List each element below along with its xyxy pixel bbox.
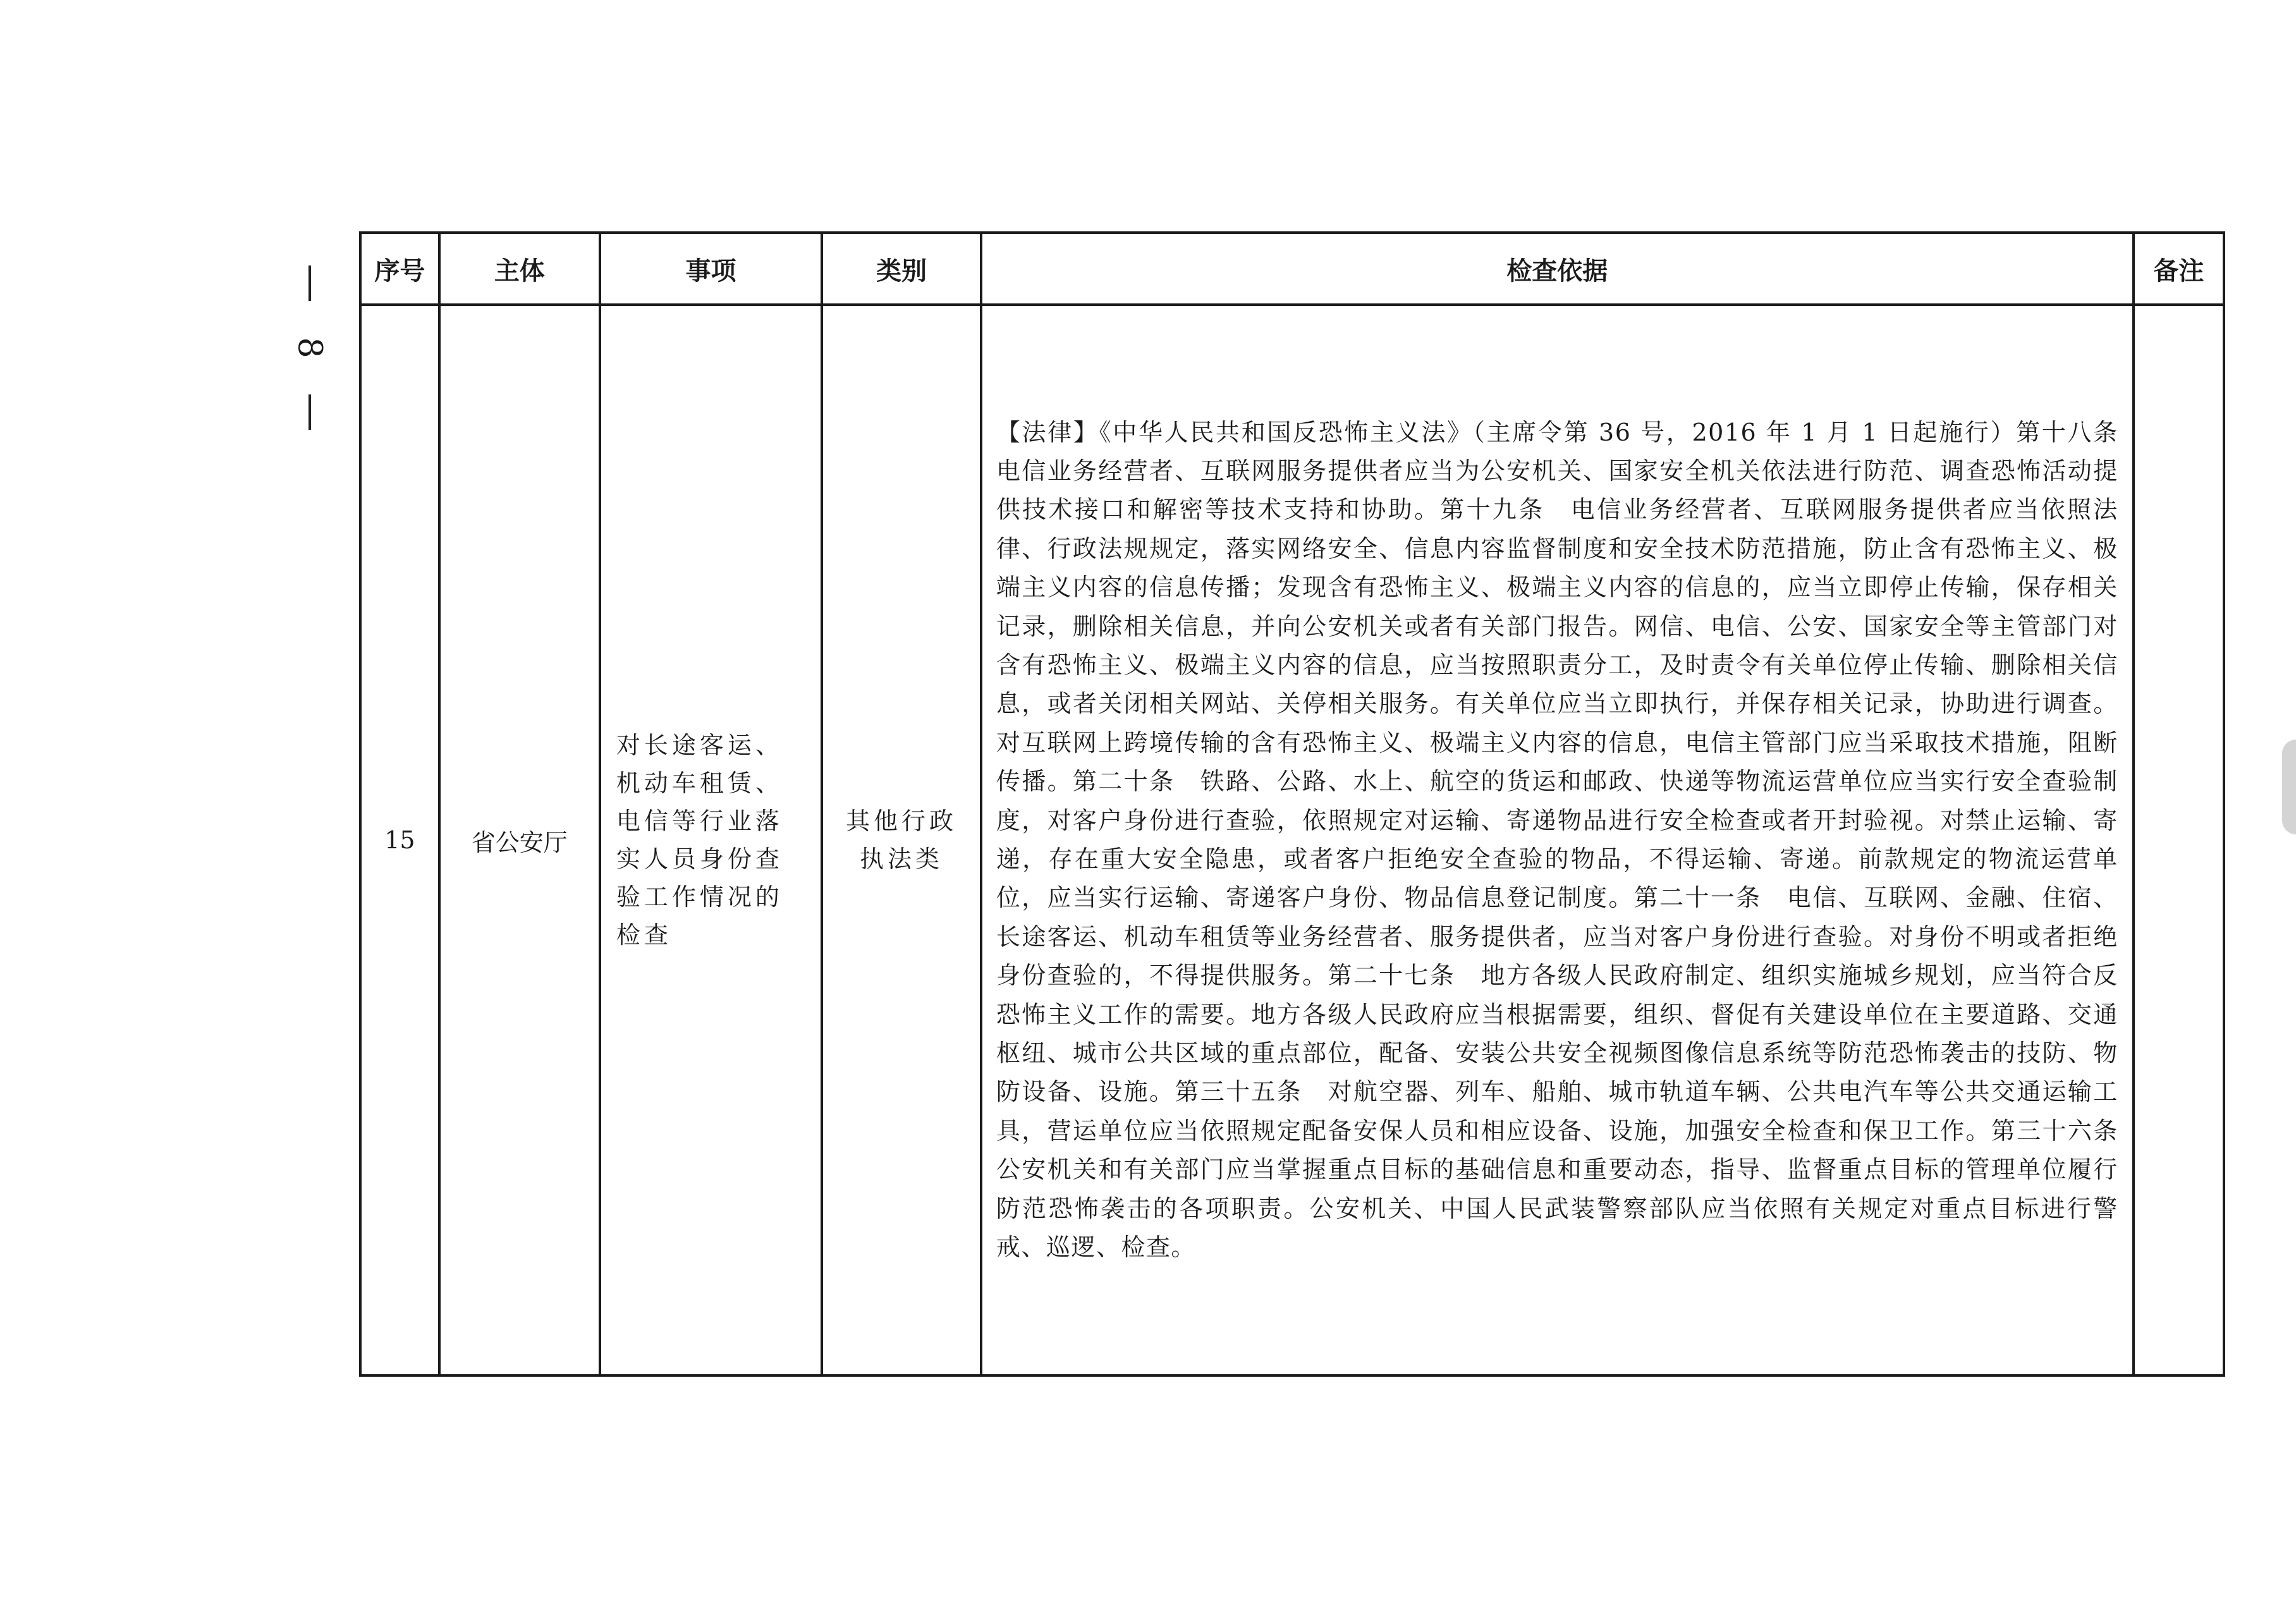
header-remarks: 备注 xyxy=(2134,233,2224,305)
cell-remarks xyxy=(2134,305,2224,1375)
header-subject: 主体 xyxy=(439,233,600,305)
scan-edge-mark xyxy=(2282,740,2296,834)
cell-category: 其他行政执法类 xyxy=(822,305,981,1375)
page-number-value: 8 xyxy=(291,337,329,358)
header-row xyxy=(360,233,2224,305)
cell-seq: 15 xyxy=(360,305,439,1375)
header-seq: 序号 xyxy=(360,233,439,305)
header-item: 事项 xyxy=(600,233,822,305)
header-category: 类别 xyxy=(822,233,981,305)
table-row xyxy=(360,305,2224,1375)
cell-subject: 省公安厅 xyxy=(439,305,600,1375)
inspection-table xyxy=(359,231,2225,1377)
cell-item: 对长途客运、机动车租赁、电信等行业落实人员身份查验工作情况的检查 xyxy=(600,305,822,1375)
page-number-dash-top xyxy=(308,265,311,301)
header-basis: 检查依据 xyxy=(981,233,2134,305)
page-number-dash-bottom xyxy=(308,394,311,430)
page-number xyxy=(278,265,341,430)
cell-basis: 【法律】《中华人民共和国反恐怖主义法》（主席令第 36 号，2016 年 1 月 1 日起施行）第十八条 电信业务经营者、互联网服务提供者应当为公安机关、国家安全机关依法进行防范、调查恐怖活动提供技术接口和解密等技术支持和协助。第十九条 电信业务经营者、互联网服务提供者应当依照法律、行政法规规定，落实网络安全、信息内容监督制度和安全技术防范措施，防止含有恐怖主义、极端主义内容的信息传播；发现含有恐怖主义、极端主义内容的信息的，应当立即停止传输，保存相关记录，删除相关信息，并向公安机关或者有关部门报告。网信、电信、公安、国家安全等主管部门对含有恐怖主义、极端主义内容的信息，应当按照职责分工，及时责令有关单位停止传输、删除相关信息，或者关闭相关网站、关停相关服务。有关单位应当立即执行，并保存相关记录，协助进行调查。对互联网上跨境传输的含有恐怖主义、极端主义内容的信息，电信主管部门应当采取技术措施，阻断传播。第二十条 铁路、公路、水上、航空的货运和邮政、快递等物流运营单位应当实行安全查验制度，对客户身份进行查验，依照规定对运输、寄递物品进行安全检查或者开封验视。对禁止运输、寄递，存在重大安全隐患，或者客户拒绝安全查验的物品，不得运输、寄递。前款规定的物流运营单位，应当实行运输、寄递客户身份、物品信息登记制度。第二十一条 电信、互联网、金融、住宿、长途客运、机动车租赁等业务经营者、服务提供者，应当对客户身份进行查验。对身份不明或者拒绝身份查验的，不得提供服务。第二十七条 地方各级人民政府制定、组织实施城乡规划，应当符合反恐怖主义工作的需要。地方各级人民政府应当根据需要，组织、督促有关建设单位在主要道路、交通枢纽、城市公共区域的重点部位，配备、安装公共安全视频图像信息系统等防范恐怖袭击的技防、物防设备、设施。第三十五条 对航空器、列车、船舶、城市轨道车辆、公共电汽车等公共交通运输工具，营运单位应当依照规定配备安保人员和相应设备、设施，加强安全检查和保卫工作。第三十六条 公安机关和有关部门应当掌握重点目标的基础信息和重要动态，指导、监督重点目标的管理单位履行防范恐怖袭击的各项职责。公安机关、中国人民武装警察部队应当依照有关规定对重点目标进行警戒、巡逻、检查。 xyxy=(981,305,2134,1375)
